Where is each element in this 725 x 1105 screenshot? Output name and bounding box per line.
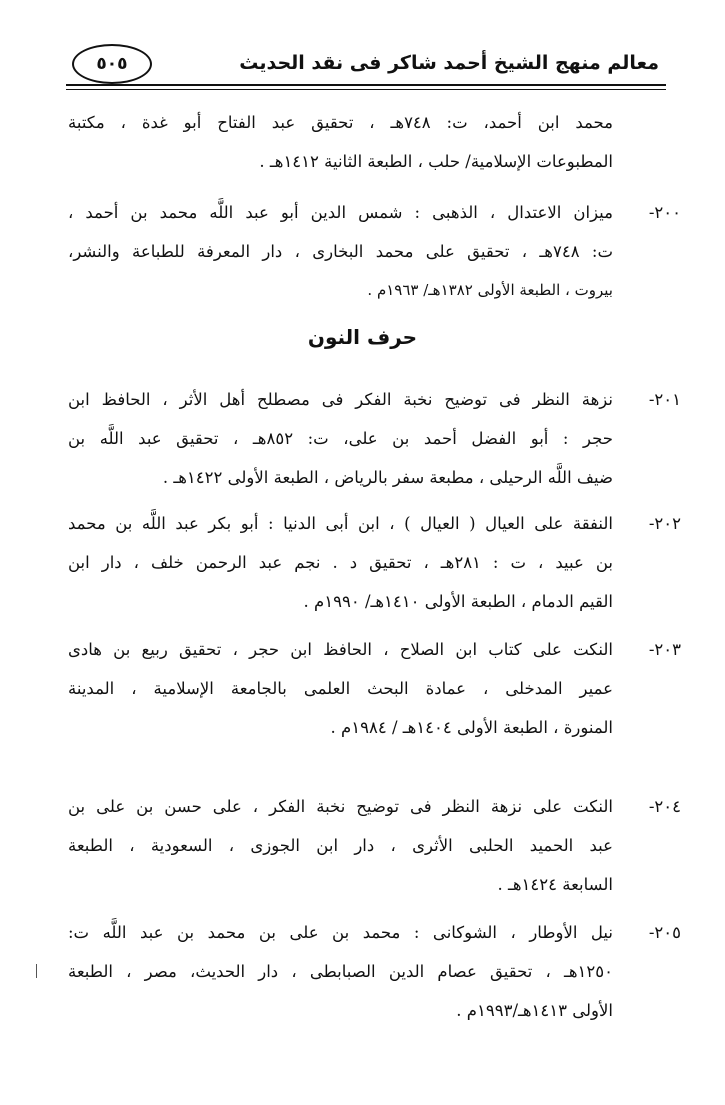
header-rule-thin xyxy=(66,89,666,90)
page-number-oval xyxy=(72,44,152,84)
entry-line: بيروت ، الطبعة الأولى ١٣٨٢هـ/ ١٩٦٣م . xyxy=(367,281,613,299)
running-head-title: معالم منهج الشيخ أحمد شاكر فى نقد الحديث xyxy=(239,52,659,74)
entry-line: النكت على كتاب ابن الصلاح ، الحافظ ابن حجر ، تحقيق ربيع بن هادى xyxy=(68,640,613,659)
entry-number: ٢٠٣- xyxy=(648,640,681,659)
entry-line: بن عبيد ، ت : ٢٨١هـ ، تحقيق د . نجم عبد الرحمن خلف ، دار ابن xyxy=(68,553,614,572)
header-rule-thick xyxy=(66,84,666,86)
entry-line: عمير المدخلى ، عمادة البحث العلمى بالجامعة الإسلامية ، المدينة xyxy=(68,679,613,698)
entry-line: المنورة ، الطبعة الأولى ١٤٠٤هـ / ١٩٨٤م . xyxy=(330,718,613,737)
entry-line: الأولى ١٤١٣هـ/١٩٩٣م . xyxy=(456,1001,613,1020)
entry-number: ٢٠٤- xyxy=(648,797,681,816)
scan-mark xyxy=(36,964,37,978)
entry-line: نزهة النظر فى توضيح نخبة الفكر فى مصطلح أهل الأثر ، الحافظ ابن xyxy=(68,390,613,409)
section-heading: حرف النون xyxy=(307,325,418,349)
entry-line: القيم الدمام ، الطبعة الأولى ١٤١٠هـ/ ١٩٩٠م . xyxy=(303,592,613,611)
entry-line: عبد الحميد الحلبى الأثرى ، دار ابن الجوزى ، السعودية ، الطبعة xyxy=(68,836,613,855)
entry-number: ٢٠٥- xyxy=(648,923,681,942)
page-number: ٥٠٥ xyxy=(96,54,128,74)
entry-number: ٢٠١- xyxy=(648,390,681,409)
entry-line: النفقة على العيال ( العيال ) ، ابن أبى الدنيا : أبو بكر عبد اللَّه بن محمد xyxy=(68,514,613,533)
entry-line: السابعة ١٤٢٤هـ . xyxy=(497,875,613,894)
entry-number: ٢٠٢- xyxy=(648,514,681,533)
entry-line: ميزان الاعتدال ، الذهبى : شمس الدين أبو عبد اللَّه محمد بن أحمد ، xyxy=(68,203,613,222)
entry-line: المطبوعات الإسلامية/ حلب ، الطبعة الثانية ١٤١٢هـ . xyxy=(259,152,613,171)
entry-line: ت: ٧٤٨هـ ، تحقيق على محمد البخارى ، دار المعرفة للطباعة والنشر، xyxy=(68,242,613,261)
entry-line: محمد ابن أحمد، ت: ٧٤٨هـ ، تحقيق عبد الفتاح أبو غدة ، مكتبة xyxy=(68,113,614,132)
entry-number: ٢٠٠- xyxy=(648,203,681,222)
entry-line: نيل الأوطار ، الشوكانى : محمد بن على بن محمد بن عبد اللَّه ت: xyxy=(68,923,613,942)
entry-line: حجر : أبو الفضل أحمد بن على، ت: ٨٥٢هـ ، تحقيق عبد اللَّه بن xyxy=(68,429,613,448)
entry-line: ضيف اللَّه الرحيلى ، مطبعة سفر بالرياض ، الطبعة الأولى ١٤٢٢هـ . xyxy=(162,468,613,487)
entry-line: النكت على نزهة النظر فى توضيح نخبة الفكر ، على حسن بن على بن xyxy=(68,797,613,816)
continuation-entry xyxy=(68,103,613,181)
entry-line: ١٢٥٠هـ ، تحقيق عصام الدين الصبابطى ، دار الحديث، مصر ، الطبعة xyxy=(68,962,613,981)
